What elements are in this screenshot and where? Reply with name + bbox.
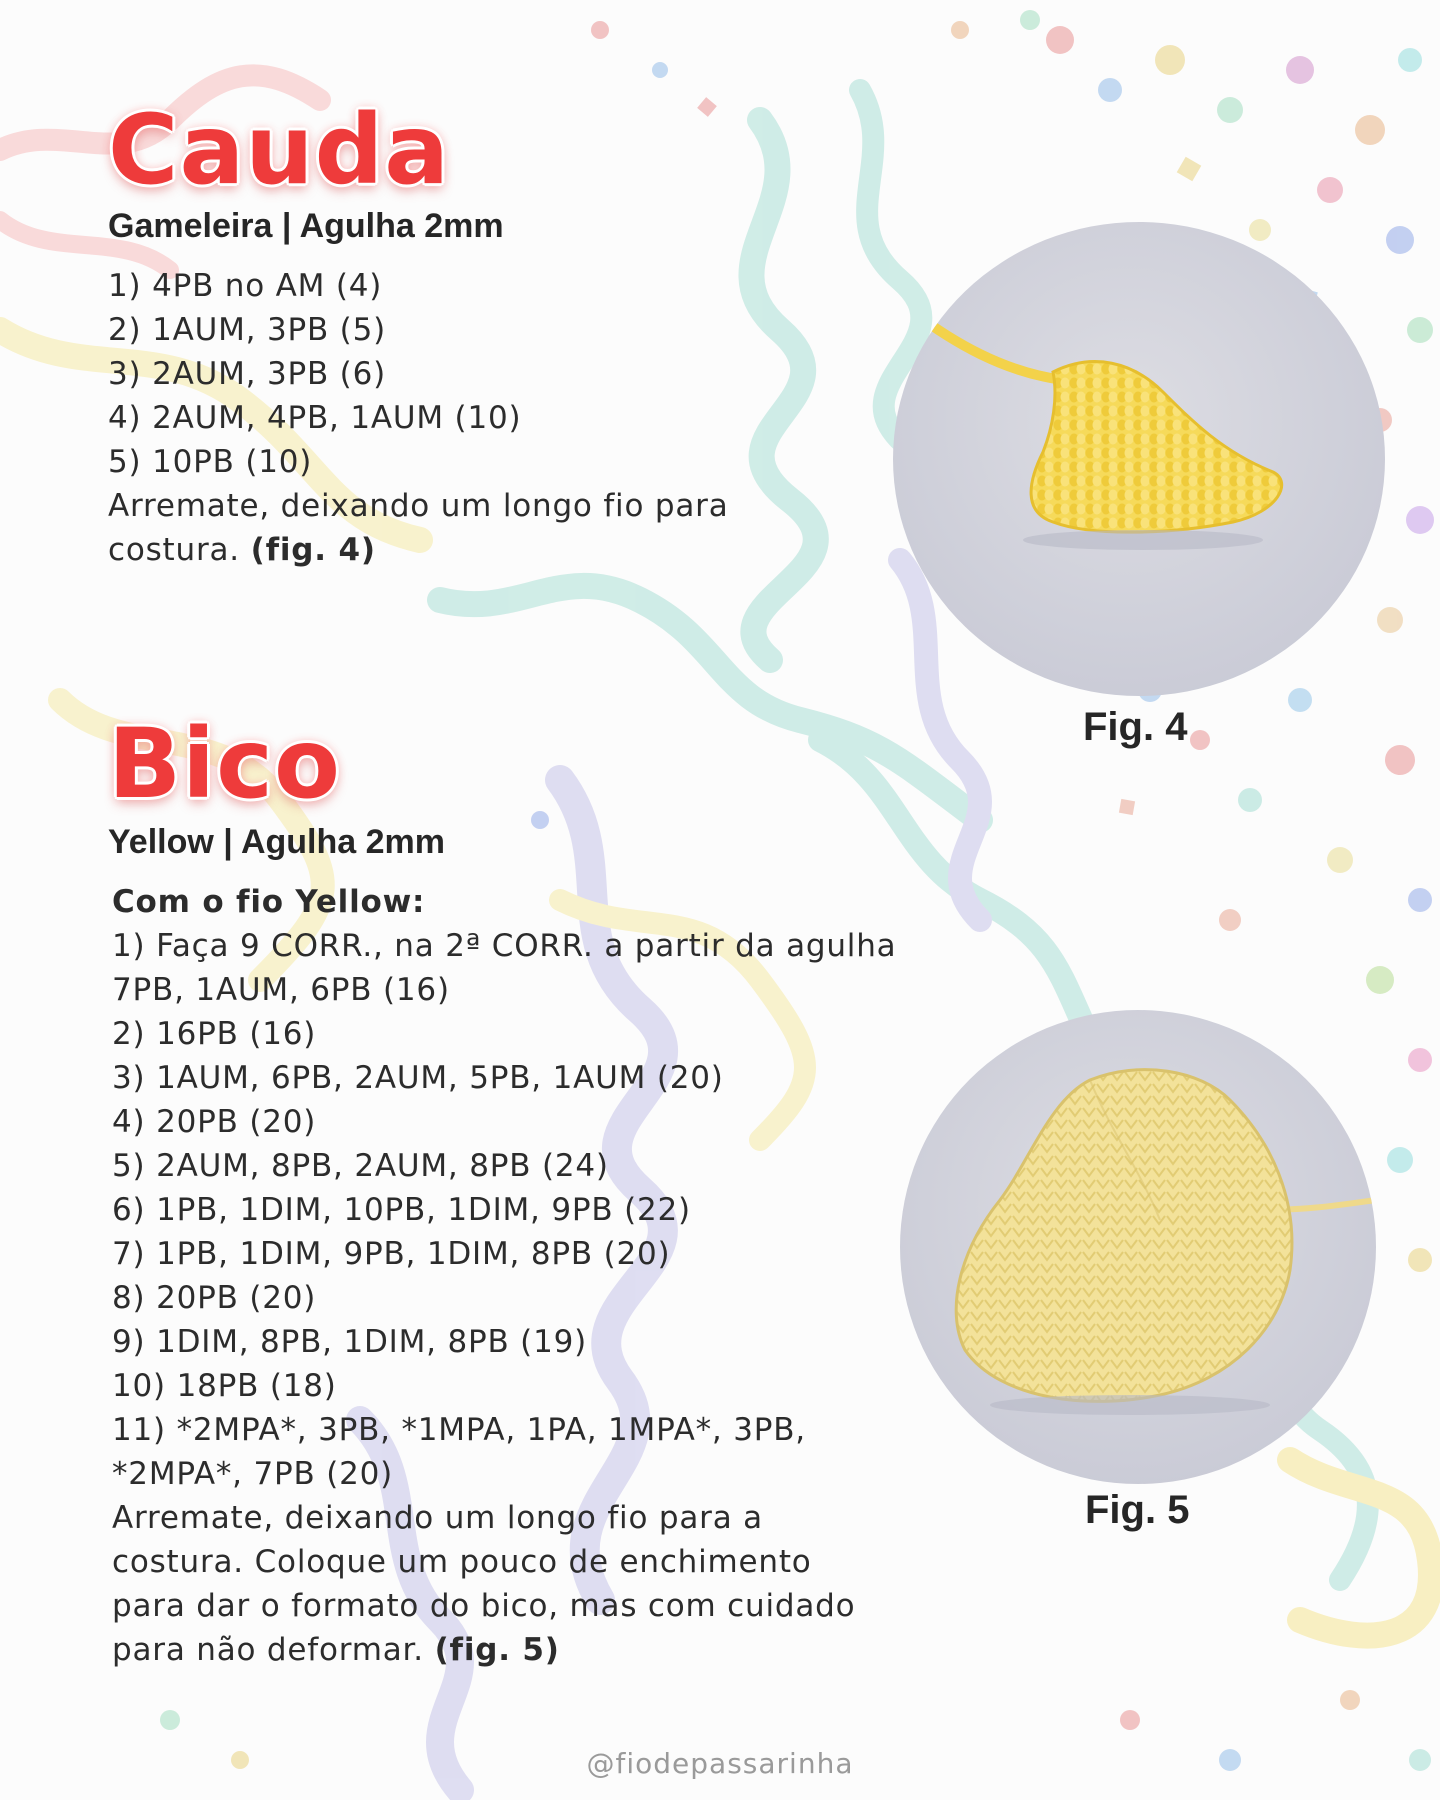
cauda-step-last	[108, 528, 729, 572]
bico-step: 4) 20PB (20)	[112, 1104, 317, 1140]
cauda-step: 2) 1AUM, 3PB (5)	[108, 312, 386, 348]
cauda-subtitle: Gameleira | Agulha 2mm	[108, 207, 504, 245]
cauda-step: 3) 2AUM, 3PB (6)	[108, 356, 386, 392]
cauda-step: 1) 4PB no AM (4)	[108, 268, 383, 304]
bico-step: 1) Faça 9 CORR., na 2ª CORR. a partir da agulha	[112, 928, 897, 964]
fig5-caption: Fig. 5	[1085, 1488, 1190, 1532]
bico-step: 6) 1PB, 1DIM, 10PB, 1DIM, 9PB (22)	[112, 1192, 691, 1228]
bico-step: 7PB, 1AUM, 6PB (16)	[112, 972, 450, 1008]
bico-fig-ref: (fig. 5)	[434, 1632, 560, 1668]
bico-step: 3) 1AUM, 6PB, 2AUM, 5PB, 1AUM (20)	[112, 1060, 724, 1096]
bico-step: 9) 1DIM, 8PB, 1DIM, 8PB (19)	[112, 1324, 588, 1360]
bico-step: *2MPA*, 7PB (20)	[112, 1456, 394, 1492]
fig4-photo	[893, 222, 1385, 696]
fig5-photo	[900, 1010, 1376, 1484]
bico-instructions	[112, 880, 896, 1672]
bico-step: 5) 2AUM, 8PB, 2AUM, 8PB (24)	[112, 1148, 609, 1184]
bico-step: 2) 16PB (16)	[112, 1016, 317, 1052]
bico-step-last	[112, 1628, 896, 1672]
cauda-fig-ref: (fig. 4)	[250, 532, 376, 568]
bico-step: costura. Coloque um pouco de enchimento	[112, 1544, 812, 1580]
bico-subtitle: Yellow | Agulha 2mm	[108, 823, 445, 861]
bico-step: para dar o formato do bico, mas com cuidado	[112, 1588, 856, 1624]
cauda-title: Cauda	[108, 94, 451, 206]
cauda-step: 4) 2AUM, 4PB, 1AUM (10)	[108, 400, 522, 436]
bico-step: 8) 20PB (20)	[112, 1280, 317, 1316]
bico-step: 11) *2MPA*, 3PB, *1MPA, 1PA, 1MPA*, 3PB,	[112, 1412, 806, 1448]
bico-step: Arremate, deixando um longo fio para a	[112, 1500, 763, 1536]
fig4-caption: Fig. 4	[1083, 705, 1188, 749]
cauda-step: Arremate, deixando um longo fio para	[108, 488, 729, 524]
bico-step: 7) 1PB, 1DIM, 9PB, 1DIM, 8PB (20)	[112, 1236, 671, 1272]
bico-step: 10) 18PB (18)	[112, 1368, 337, 1404]
cauda-finish-text: costura.	[108, 532, 240, 568]
cauda-step: 5) 10PB (10)	[108, 444, 313, 480]
crochet-tail-image	[893, 222, 1385, 696]
crochet-beak-image	[900, 1010, 1376, 1484]
bico-title: Bico	[108, 708, 341, 820]
bico-finish-text: para não deformar.	[112, 1632, 424, 1668]
bico-intro: Com o fio Yellow:	[112, 884, 426, 920]
cauda-instructions	[108, 264, 729, 572]
author-handle: @fiodepassarinha	[586, 1747, 854, 1780]
